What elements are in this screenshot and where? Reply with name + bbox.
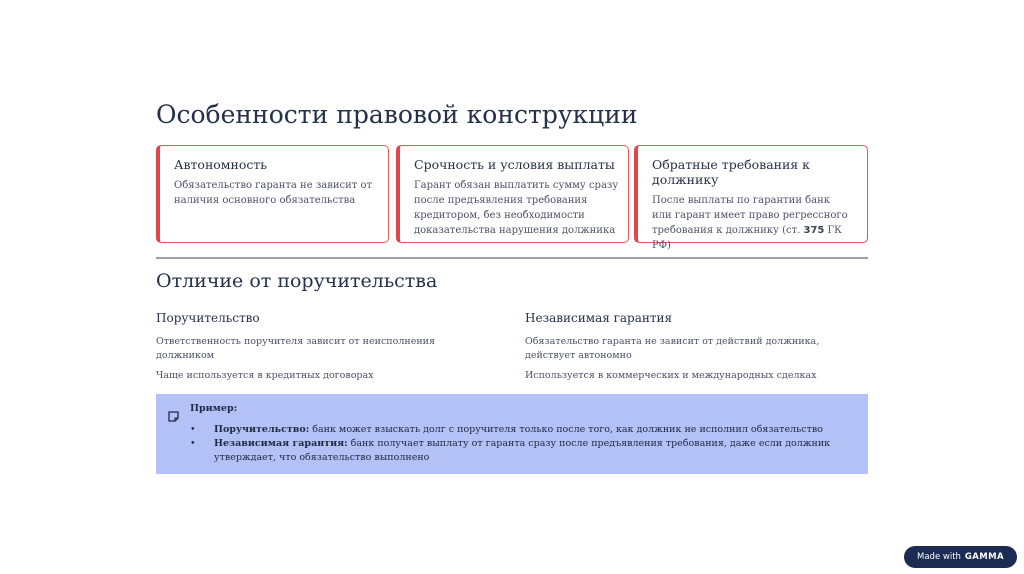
card-recourse — [634, 145, 868, 251]
card-text: Гарант обязан выплатить сумму сразу после предъявления требования кредитором, без необходимости доказательства нарушения должника — [414, 180, 619, 236]
list-item — [190, 437, 856, 465]
feature-cards — [156, 145, 868, 251]
card-text — [652, 193, 852, 253]
callout-list — [190, 423, 856, 465]
item-term: Поручительство: — [214, 424, 310, 435]
column-line: Чаще используется в кредитных договорах — [156, 370, 374, 381]
badge-brand: GAMMA — [964, 552, 1004, 562]
bullet: • — [190, 424, 196, 435]
card-urgency — [396, 145, 629, 243]
list-item — [190, 423, 856, 437]
card-title: Обратные требования к должнику — [652, 157, 810, 187]
note-icon — [168, 407, 179, 426]
bullet: • — [190, 438, 196, 449]
card-text-part: После выплаты по гарантии банк или гарант имеет право регрессного требования к должнику (ст. — [652, 195, 848, 236]
page-title: Особенности правовой конструкции — [156, 100, 638, 129]
column-line: Используется в коммерческих и международных сделках — [525, 370, 817, 381]
column-line: Обязательство гаранта не зависит от действий должника, действует автономно — [525, 336, 820, 361]
column-suretyship — [156, 311, 496, 389]
card-title: Автономность — [174, 157, 268, 172]
card-title: Срочность и условия выплаты — [414, 157, 615, 172]
example-callout — [156, 394, 868, 474]
callout-heading: Пример: — [190, 403, 238, 414]
item-text: банк может взыскать долг с поручителя только после того, как должник не исполнил обязательство — [309, 424, 823, 435]
card-text: Обязательство гаранта не зависит от наличия основного обязательства — [174, 180, 373, 206]
card-autonomy — [156, 145, 389, 243]
column-title: Поручительство — [156, 311, 260, 325]
item-term: Независимая гарантия: — [214, 438, 348, 449]
section-divider — [156, 257, 868, 259]
card-text-part: ГК РФ) — [652, 225, 842, 251]
made-with-gamma-badge[interactable] — [904, 546, 1017, 568]
column-guarantee — [525, 311, 865, 389]
column-title: Независимая гарантия — [525, 311, 673, 325]
article-number: 375 — [803, 225, 825, 236]
section-title: Отличие от поручительства — [156, 270, 438, 292]
column-line: Ответственность поручителя зависит от неисполнения должником — [156, 336, 435, 361]
item-text: банк получает выплату от гаранта сразу после предъявления требования, даже если должник утверждает, что обязательство выполнено — [214, 438, 831, 463]
badge-prefix: Made with — [917, 552, 961, 562]
